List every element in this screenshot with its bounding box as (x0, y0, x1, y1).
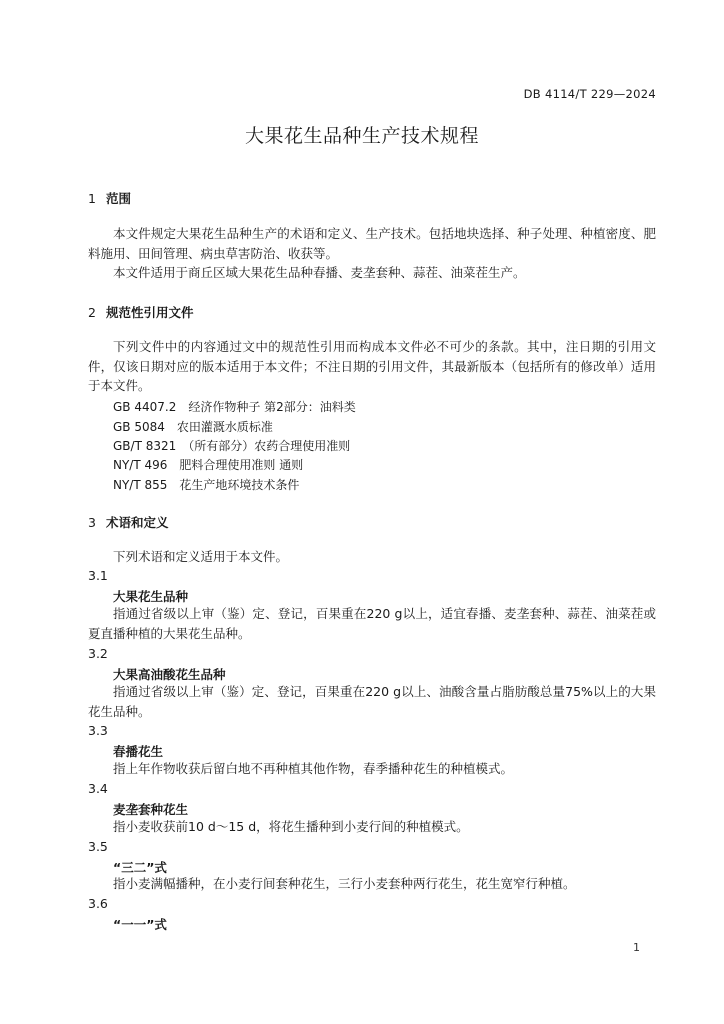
term-number: 3.5 (88, 839, 108, 854)
term-definition: 指通过省级以上审（鉴）定、登记，百果重在220 g以上、油酸含量占脂肪酸总量75%以上的大果花生品种。 (88, 684, 656, 719)
section-1-heading (88, 189, 131, 207)
section-title: 范围 (106, 191, 132, 206)
reference-item: NY/T 855 花生产地环境技术条件 (113, 478, 300, 492)
term-title: 春播花生 (113, 744, 164, 759)
term-number: 3.1 (88, 568, 108, 583)
term-number: 3.6 (88, 896, 108, 911)
term-title: “一一”式 (113, 917, 167, 932)
term-definition: 指通过省级以上审（鉴）定、登记，百果重在220 g以上，适宜春播、麦垄套种、蒜茬、油菜茬或夏直播种植的大果花生品种。 (88, 606, 656, 641)
document-title: 大果花生品种生产技术规程 (244, 125, 479, 147)
section-title: 规范性引用文件 (106, 305, 194, 320)
term-title: “三二”式 (113, 860, 167, 875)
term-title: 大果花生品种 (113, 589, 189, 604)
section-2-heading (88, 303, 194, 321)
term-definition: 指小麦收获前10 d～15 d，将花生播种到小麦行间的种植模式。 (113, 819, 469, 834)
paragraph: 本文件适用于商丘区域大果花生品种春播、麦垄套种、蒜茬、油菜茬生产。 (113, 265, 526, 280)
reference-item: NY/T 496 肥料合理使用准则 通则 (113, 458, 304, 472)
section-number: 3 (88, 515, 96, 530)
reference-item: GB 4407.2 经济作物种子 第2部分：油料类 (113, 400, 356, 414)
page-number: 1 (633, 941, 640, 954)
paragraph: 下列术语和定义适用于本文件。 (113, 549, 289, 564)
term-title: 大果高油酸花生品种 (113, 667, 226, 682)
section-3-heading (88, 513, 169, 531)
term-definition: 指上年作物收获后留白地不再种植其他作物，春季播种花生的种植模式。 (113, 761, 514, 776)
reference-item: GB/T 8321 （所有部分）农药合理使用准则 (113, 439, 351, 453)
standard-number: DB 4114/T 229—2024 (523, 87, 656, 101)
term-definition: 指小麦满幅播种，在小麦行间套种花生，三行小麦套种两行花生，花生宽窄行种植。 (113, 876, 576, 891)
term-title: 麦垄套种花生 (113, 802, 189, 817)
paragraph: 下列文件中的内容通过文中的规范性引用而构成本文件必不可少的条款。其中，注日期的引用文件，仅该日期对应的版本适用于本文件；不注日期的引用文件，其最新版本（包括所有的修改单）适用于本文件。 (88, 339, 656, 393)
section-number: 1 (88, 191, 96, 206)
paragraph: 本文件规定大果花生品种生产的术语和定义、生产技术。包括地块选择、种子处理、种植密度、肥料施用、田间管理、病虫草害防治、收获等。 (88, 226, 656, 261)
term-number: 3.2 (88, 646, 108, 661)
term-number: 3.3 (88, 723, 108, 738)
section-number: 2 (88, 305, 96, 320)
section-title: 术语和定义 (106, 515, 169, 530)
reference-item: GB 5084 农田灌溉水质标准 (113, 420, 273, 434)
term-number: 3.4 (88, 781, 108, 796)
